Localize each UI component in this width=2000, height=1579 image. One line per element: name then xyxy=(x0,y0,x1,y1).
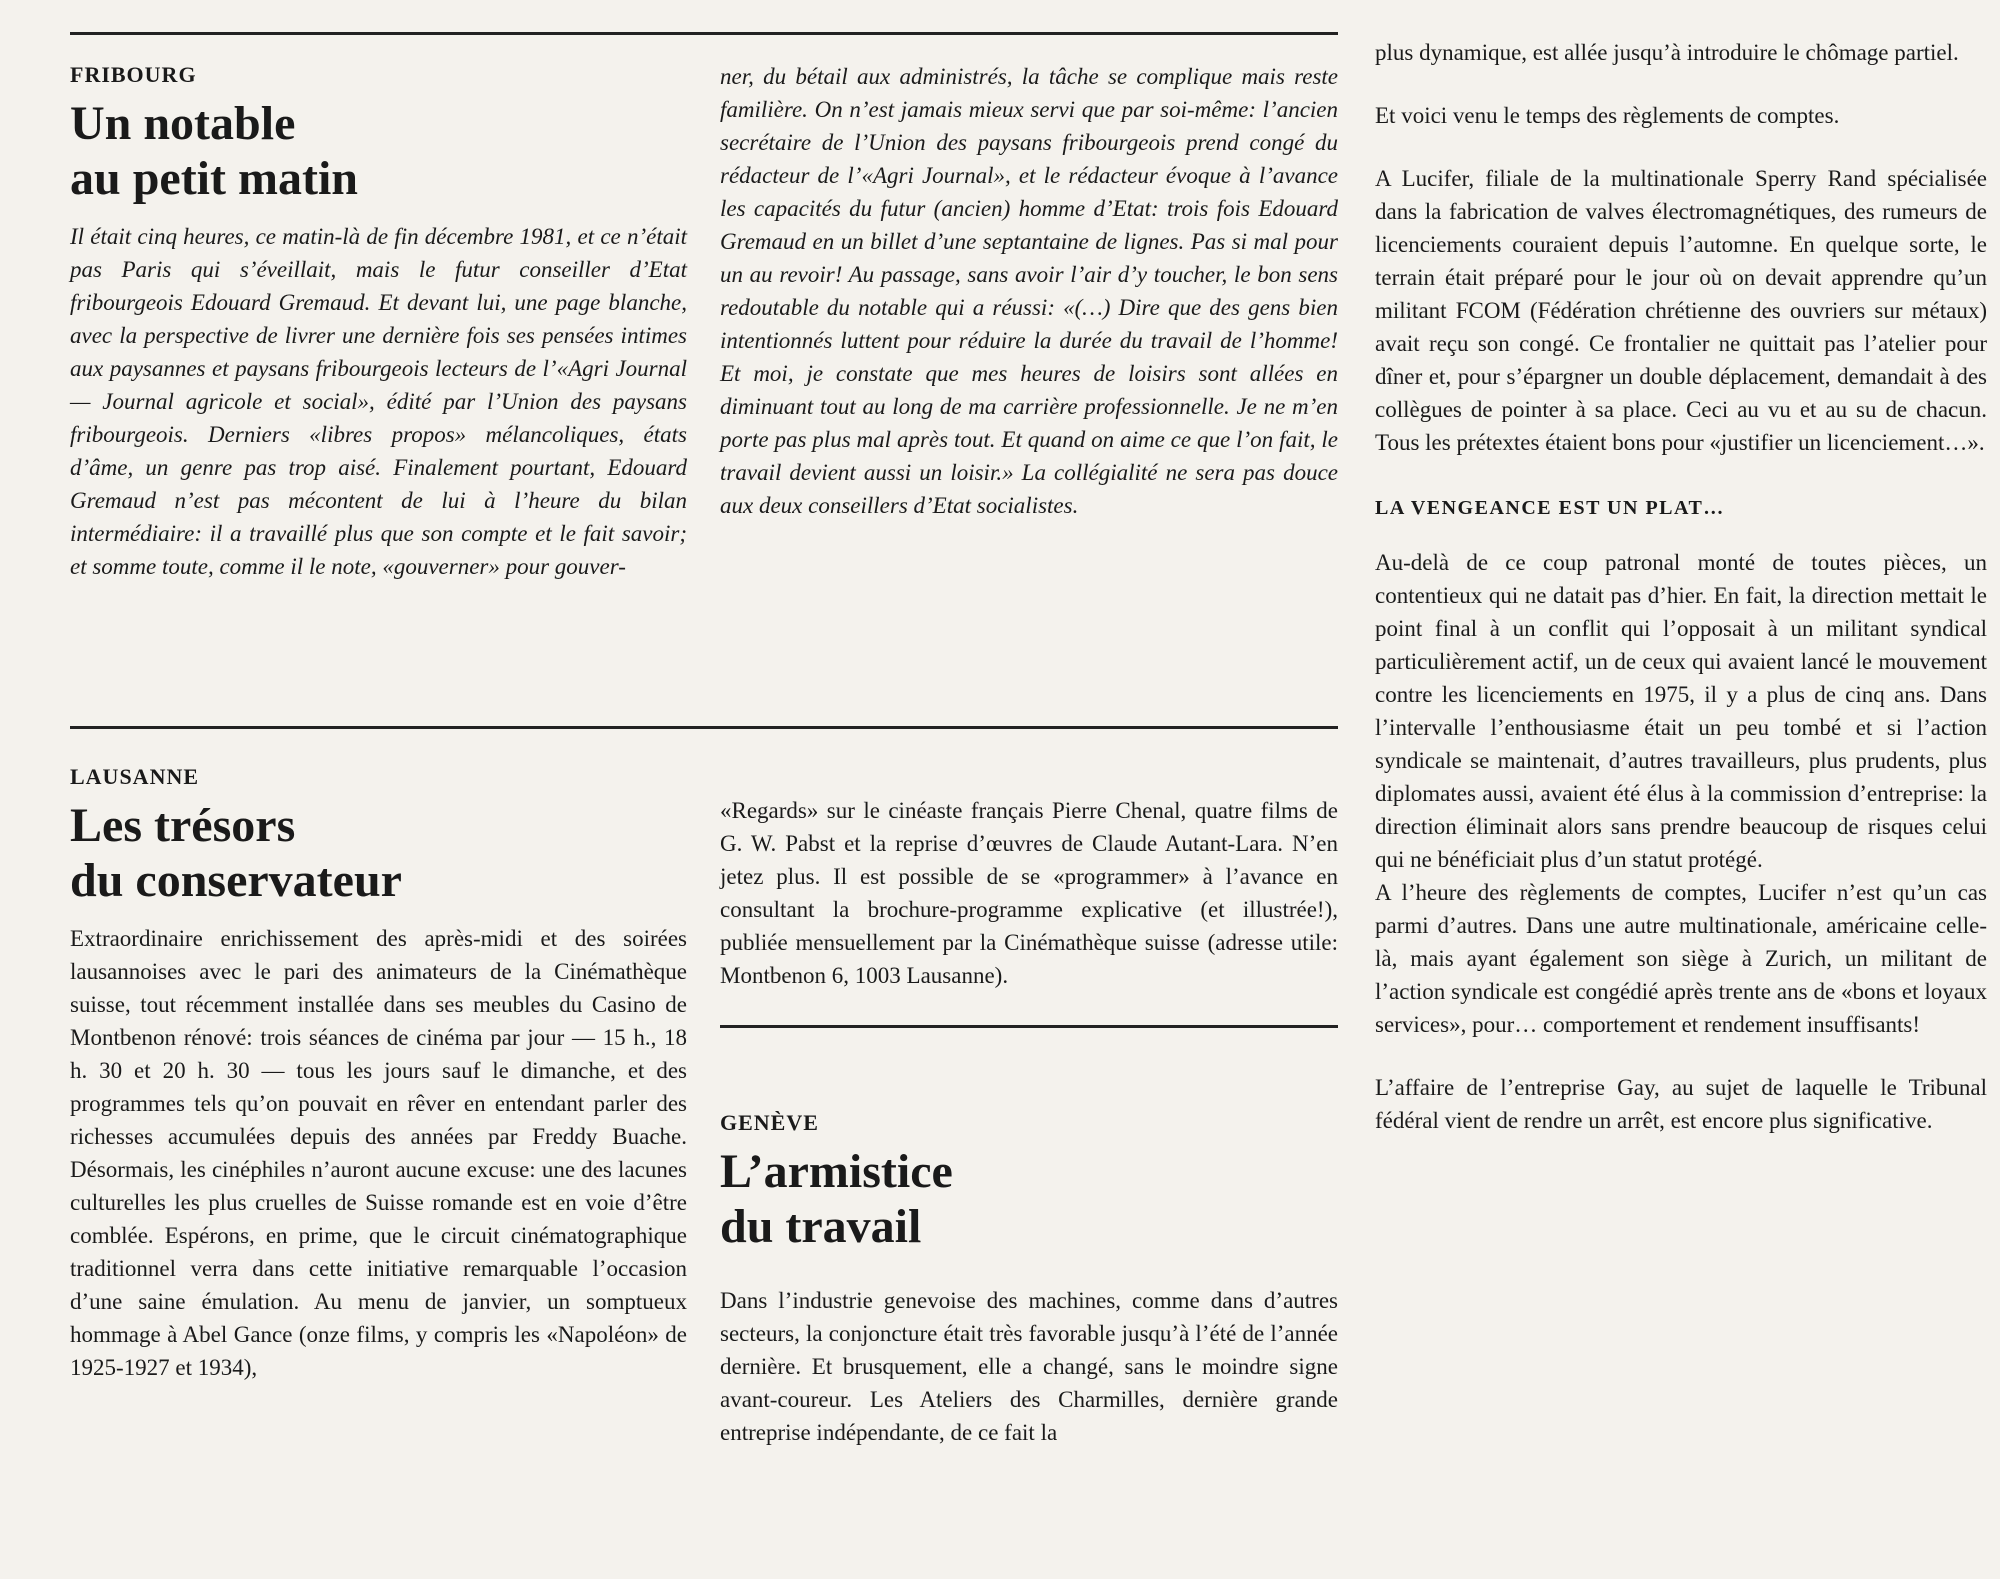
geneve-col3-paragraph-6: L’affaire de l’entreprise Gay, au sujet de laquelle le Tribunal fédéral vient de rendre un arrêt, est encore plus significative. xyxy=(1375,1075,1987,1133)
fribourg-body-col1: Il était cinq heures, ce matin-là de fin décembre 1981, et ce n’était pas Paris qui s’éveillait, mais le futur conseiller d’Etat fribourgeois Edouard Gremaud. Et devant lui, une page blanche, avec la perspective de livrer une dernière fois ses pensées intimes aux paysannes et paysans fribourgeois lecteurs de l’«Agri Journal — Journal agricole et social», édité par l’Union des paysans fribourgeois. Derniers «libres propos» mélancoliques, états d’âme, un genre pas trop aisé. Finalement pourtant, Edouard Gremaud n’est pas mécontent de lui à l’heure du bilan intermédiaire: il a travaillé plus que son compte et le fait savoir; et somme toute, comme il le note, «gouverner» pour gouver- xyxy=(70,224,687,579)
geneve-col3-paragraph-2: Et voici venu le temps des règlements de comptes. xyxy=(1375,103,1840,128)
headline-lausanne-line1: Les trésors xyxy=(70,799,296,852)
geneve-subheading: LA VENGEANCE EST UN PLAT… xyxy=(1375,497,1725,519)
headline-lausanne xyxy=(70,798,687,908)
geneve-col3-paragraph-1: plus dynamique, est allée jusqu’à introduire le chômage partiel. xyxy=(1375,40,1959,65)
headline-geneve xyxy=(720,1144,1338,1254)
geneve-col3-paragraph-4: Au-delà de ce coup patronal monté de toutes pièces, un contentieux qui ne datait pas d’hier. En fait, la direction mettait le point final à un conflit qui l’opposait à un militant syndical particulièrement actif, un de ceux qui avaient lancé le mouvement contre les licenciements en 1975, il y a plus de cinq ans. Dans l’intervalle l’enthousiasme était un peu tombé et si l’action syndicale se maintenait, d’autres travailleurs, plus prudents, plus diplomates aussi, avaient été élus à la commission d’entreprise: la direction éliminait alors sans prendre beaucoup de risques celui qui ne bénéficiait plus d’un statut protégé. xyxy=(1375,550,1987,872)
section-rule-geneve xyxy=(720,1025,1338,1028)
article-fribourg-col2 xyxy=(720,60,1338,522)
article-fribourg-col1 xyxy=(70,62,687,583)
geneve-col3-paragraph-3: A Lucifer, filiale de la multinationale Sperry Rand spécialisée dans la fabrication de valves électromagnétiques, des rumeurs de licenciements couraient depuis l’automne. En quelque sorte, le terrain était préparé pour le jour où on devait apprendre qu’un militant FCOM (Fédération chrétienne des ouvriers sur métaux) avait reçu son congé. Ce frontalier ne quittait pas l’atelier pour dîner et, pour s’épargner un double déplacement, demandait à des collègues de pointer à sa place. Ceci au vu et au su de chacun. Tous les prétextes étaient bons pour «justifier un licenciement…». xyxy=(1375,166,1987,455)
lausanne-body-col1: Extraordinaire enrichissement des après-midi et des soirées lausannoises avec le pari des animateurs de la Cinémathèque suisse, tout récemment installée dans ses meubles du Casino de Montbenon rénové: trois séances de cinéma par jour — 15 h., 18 h. 30 et 20 h. 30 — tous les jours sauf le dimanche, et des programmes tels qu’on pouvait en rêver en entendant parler des richesses accumulées depuis des années par Freddy Buache. Désormais, les cinéphiles n’auront aucune excuse: une des lacunes culturelles les plus cruelles de Suisse romande est en voie d’être comblée. Espérons, en prime, que le circuit cinématographique traditionnel verra dans cette initiative remarquable l’occasion d’une saine émulation. Au menu de janvier, un somptueux hommage à Abel Gance (onze films, y compris les «Napoléon» de 1925-1927 et 1934), xyxy=(70,926,687,1380)
fribourg-body-col2: ner, du bétail aux administrés, la tâche se complique mais reste familière. On n’est jamais mieux servi que par soi-même: l’ancien secrétaire de l’Union des paysans fribourgeois prend congé du rédacteur de l’«Agri Journal», et le rédacteur évoque à l’avance les capacités du futur (ancien) homme d’Etat: trois fois Edouard Gremaud en un billet d’une septantaine de lignes. Pas si mal pour un au revoir! Au passage, sans avoir l’air d’y toucher, le bon sens redoutable du notable qui a réussi: «(…) Dire que des gens bien intentionnés luttent pour réduire la durée du travail de l’homme! Et moi, je constate que mes heures de loisirs sont allées en diminuant tout au long de ma carrière professionnelle. Je ne m’en porte pas plus mal après tout. Et quand on aime ce que l’on fait, le travail devient aussi un loisir.» La collégialité ne sera pas douce aux deux conseillers d’Etat socialistes. xyxy=(720,64,1338,518)
geneve-col3-paragraph-5: A l’heure des règlements de comptes, Lucifer n’est qu’un cas parmi d’autres. Dans une autre multinationale, américaine celle-là, mais ayant également son siège à Zurich, un militant de l’action syndicale est congédié après trente ans de «bons et loyaux services», pour… comportement et rendement insuffisants! xyxy=(1375,880,1987,1037)
kicker-lausanne: LAUSANNE xyxy=(70,764,200,789)
article-geneve-col3 xyxy=(1375,36,1987,1137)
kicker-geneve: GENÈVE xyxy=(720,1110,819,1135)
headline-fribourg-line2: au petit matin xyxy=(70,152,358,205)
lausanne-body-col2: «Regards» sur le cinéaste français Pierre Chenal, quatre films de G. W. Pabst et la reprise d’œuvres de Claude Autant-Lara. N’en jetez plus. Il est possible de se «programmer» à l’avance en consultant la brochure-programme explicative (et illustrée!), publiée mensuellement par la Cinémathèque suisse (adresse utile: Montbenon 6, 1003 Lausanne). xyxy=(720,798,1338,988)
headline-geneve-line1: L’armistice xyxy=(720,1145,953,1198)
headline-geneve-line2: du travail xyxy=(720,1200,922,1253)
section-rule-lausanne xyxy=(70,726,1338,729)
headline-fribourg-line1: Un notable xyxy=(70,97,296,150)
article-lausanne-col1 xyxy=(70,764,687,1384)
top-rule xyxy=(70,32,1338,35)
geneve-body-col2: Dans l’industrie genevoise des machines, comme dans d’autres secteurs, la conjoncture était très favorable jusqu’à l’été de l’année dernière. Et brusquement, elle a changé, sans le moindre signe avant-coureur. Les Ateliers des Charmilles, dernière grande entreprise indépendante, de ce fait la xyxy=(720,1288,1338,1445)
article-lausanne-col2 xyxy=(720,794,1338,992)
headline-lausanne-line2: du conservateur xyxy=(70,854,402,907)
article-geneve-col2 xyxy=(720,1110,1338,1449)
headline-fribourg xyxy=(70,96,687,206)
kicker-fribourg: FRIBOURG xyxy=(70,62,197,87)
